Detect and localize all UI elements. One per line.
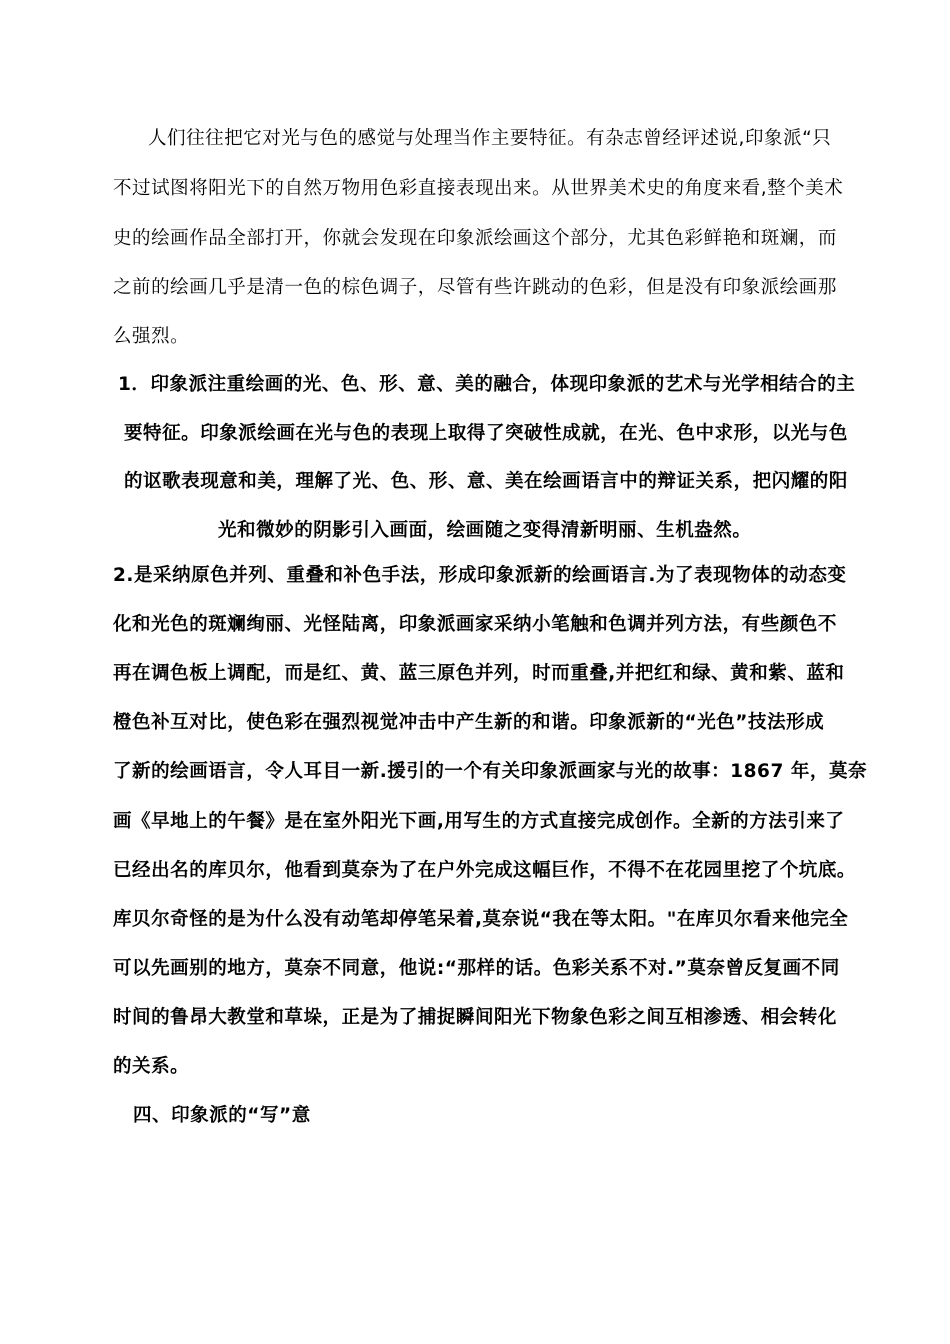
intro-line-2: 不过试图将阳光下的自然万物用色彩直接表现出来。从世界美术史的角度来看,整个美术 — [113, 178, 844, 199]
intro-line-1: 人们往往把它对光与色的感觉与处理当作主要特征。有杂志曾经评述说,印象派“只 — [148, 128, 832, 149]
point-2-line-10: 时间的鲁昂大教堂和草垛，正是为了捕捉瞬间阳光下物象色彩之间互相渗透、相会转化 — [113, 1007, 837, 1028]
point-2-line-11: 的关系。 — [113, 1056, 190, 1077]
point-2-line-7: 已经出名的库贝尔，他看到莫奈为了在户外完成这幅巨作，不得不在花园里挖了个坑底。 — [113, 860, 856, 881]
point-1-line-3: 的讴歌表现意和美，理解了光、色、形、意、美在绘画语言中的辩证关系，把闪耀的阳 — [124, 471, 848, 492]
point-2-line-4: 橙色补互对比，使色彩在强烈视觉冲击中产生新的和谐。印象派新的“光色”技法形成 — [113, 712, 825, 733]
section-heading: 四、印象派的“写”意 — [133, 1105, 311, 1126]
point-1-line-2: 要特征。印象派绘画在光与色的表现上取得了突破性成就，在光、色中求形，以光与色 — [124, 423, 848, 444]
point-2-line-5: 了新的绘画语言，令人耳目一新.援引的一个有关印象派画家与光的故事：1867 年，莫奈 — [113, 761, 868, 782]
point-2-line-9: 可以先画别的地方，莫奈不同意，他说:“那样的话。色彩关系不对.”莫奈曾反复画不同 — [113, 958, 840, 979]
point-1-line-4: 光和微妙的阴影引入画面，绘画随之变得清新明丽、生机盎然。 — [218, 520, 752, 541]
point-2-line-2: 化和光色的斑斓绚丽、光怪陆离，印象派画家采纳小笔触和色调并列方法，有些颜色不 — [113, 614, 837, 635]
point-2-line-8: 库贝尔奇怪的是为什么没有动笔却停笔呆着,莫奈说“我在等太阳。"在库贝尔看来他完全 — [113, 909, 849, 930]
point-2-line-1: 2.是采纳原色并列、重叠和补色手法，形成印象派新的绘画语言.为了表现物体的动态变 — [113, 565, 847, 586]
point-2-line-6: 画《早地上的午餐》是在室外阳光下画,用写生的方式直接完成创作。全新的方法引来了 — [113, 811, 845, 832]
intro-line-3: 史的绘画作品全部打开，你就会发现在印象派绘画这个部分，尤其色彩鲜艳和斑斓，而 — [113, 228, 837, 249]
point-2-line-3: 再在调色板上调配，而是红、黄、蓝三原色并列，时而重叠,并把红和绿、黄和紫、蓝和 — [113, 663, 845, 684]
point-1-line-1: 1．印象派注重绘画的光、色、形、意、美的融合，体现印象派的艺术与光学相结合的主 — [118, 374, 856, 395]
intro-line-5: 么强烈。 — [113, 326, 190, 347]
intro-line-4: 之前的绘画几乎是清一色的棕色调子，尽管有些许跳动的色彩，但是没有印象派绘画那 — [113, 277, 837, 298]
